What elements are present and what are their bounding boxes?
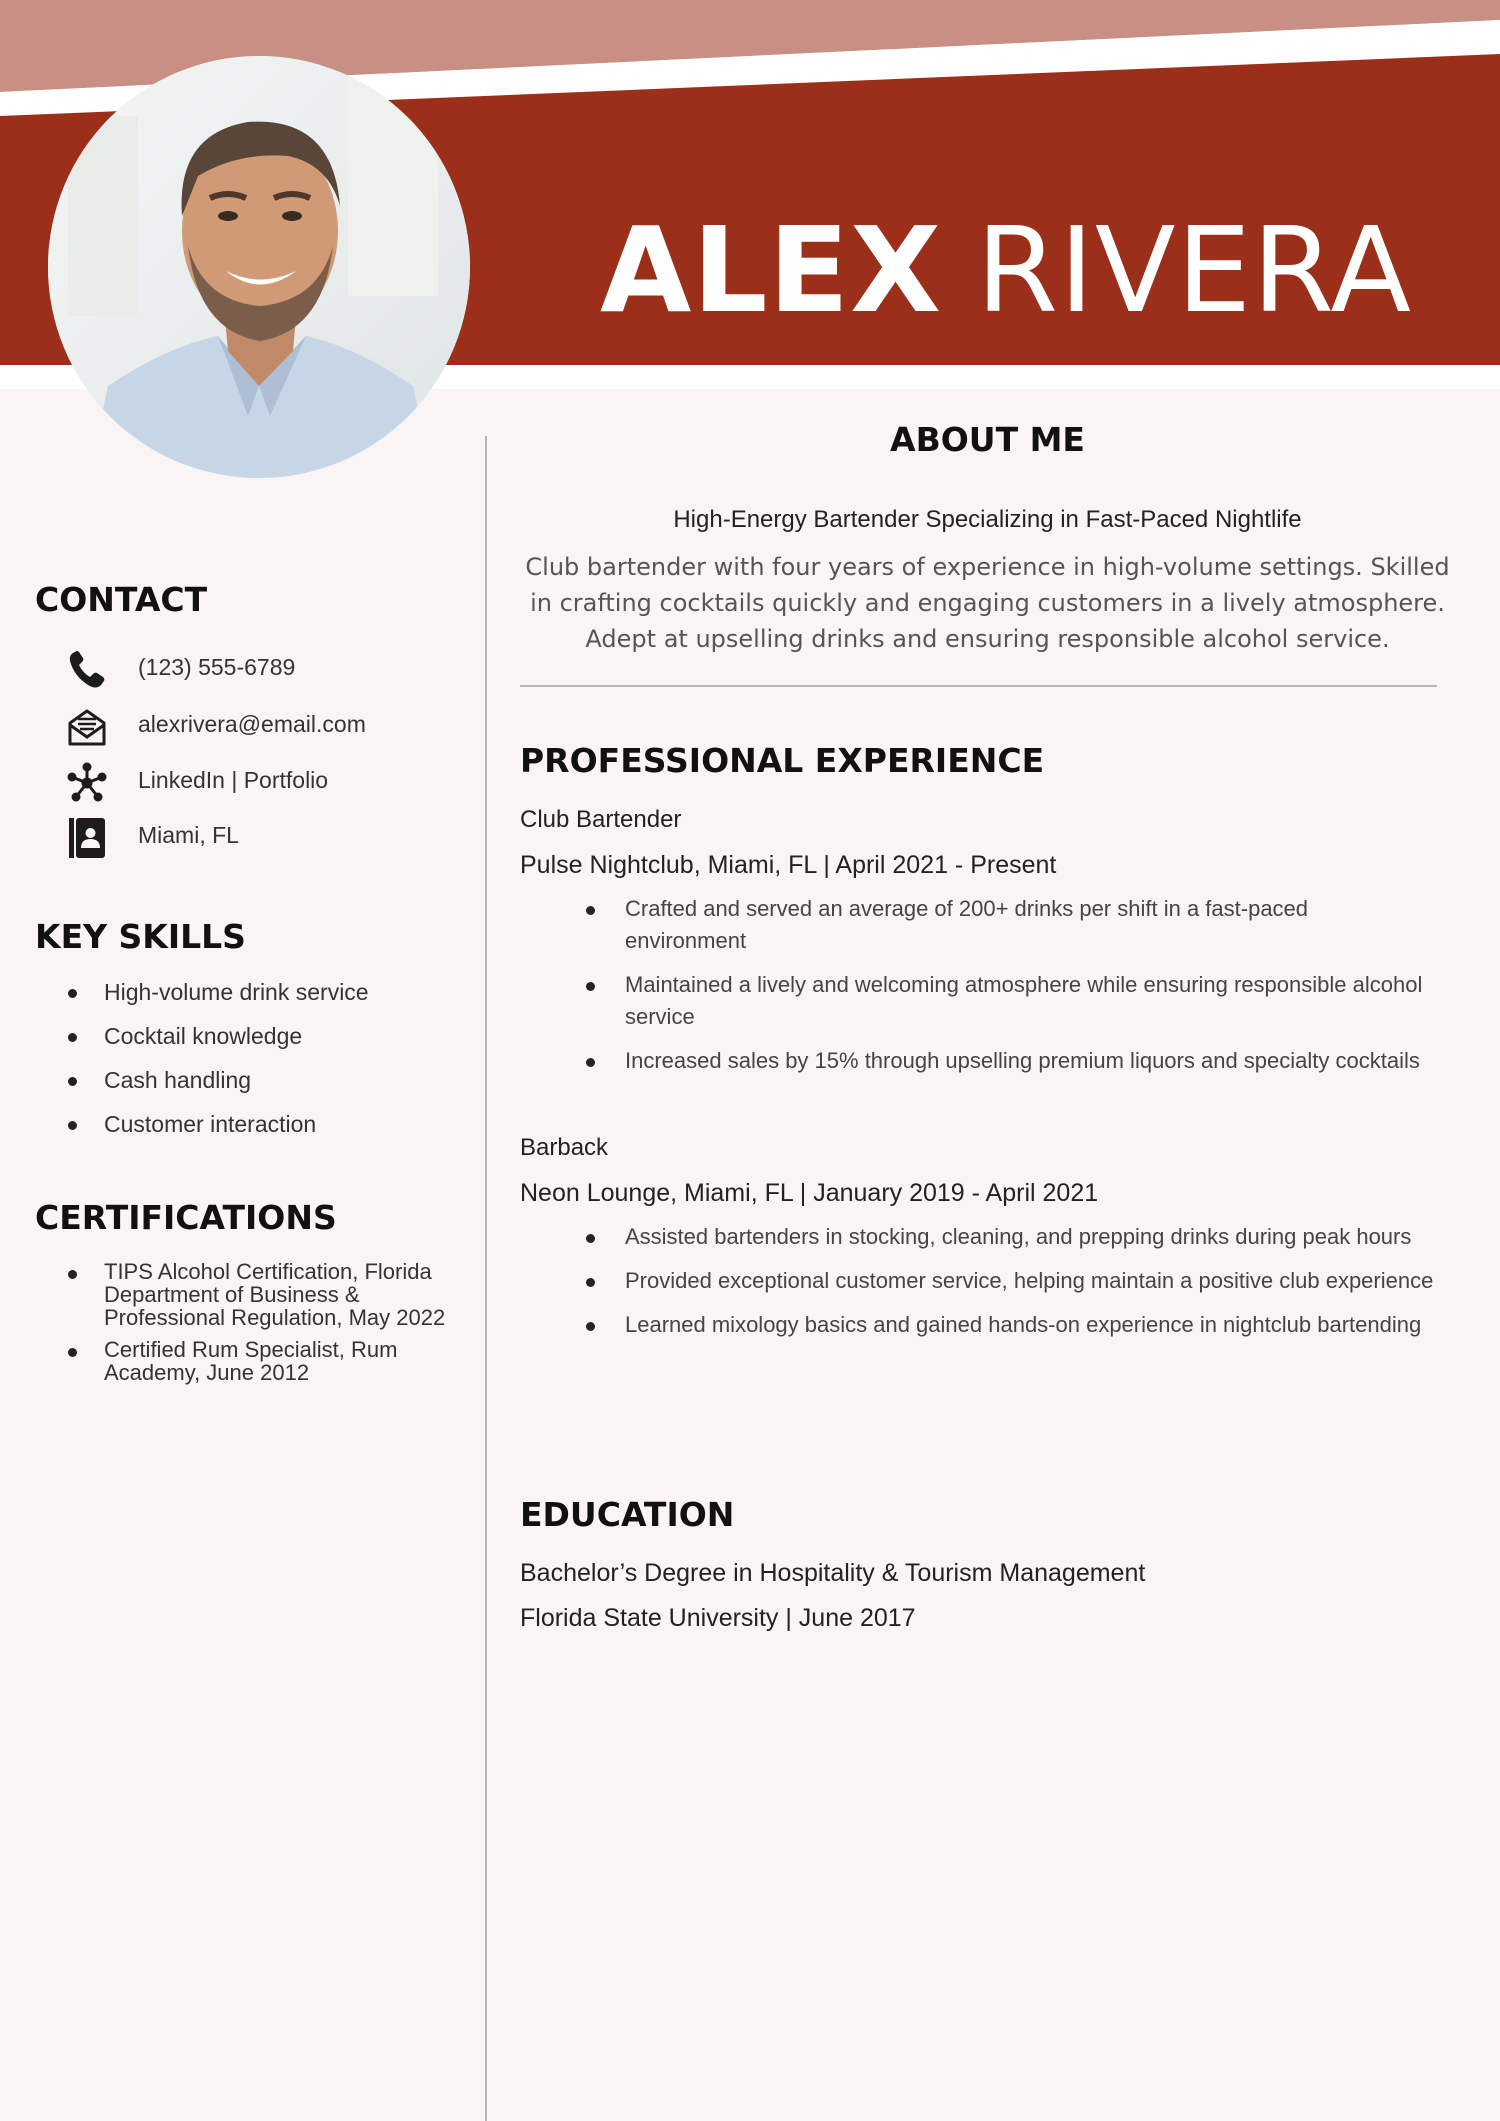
contact-links-text: LinkedIn | Portfolio <box>138 767 329 793</box>
contact-email <box>62 702 462 750</box>
profile-photo <box>48 56 470 478</box>
job-title: Club Bartender <box>520 806 682 833</box>
contact-phone-text: (123) 555-6789 <box>138 654 296 680</box>
education-degree: Bachelor’s Degree in Hospitality & Tourism Management <box>520 1559 1146 1587</box>
list-item: Learned mixology basics and gained hands-on experience in nightclub bartending <box>584 1309 1434 1341</box>
contact-links <box>62 758 462 806</box>
experience-title: PROFESSIONAL EXPERIENCE <box>520 741 1045 780</box>
section-divider <box>520 685 1437 687</box>
job-achievements <box>584 1221 1434 1353</box>
last-name: RIVERA <box>976 201 1413 339</box>
key-skills-title: KEY SKILLS <box>35 917 246 956</box>
contact-location <box>62 813 462 861</box>
contact-email-text: alexrivera@email.com <box>138 711 366 737</box>
job-achievements <box>584 893 1434 1089</box>
list-item: Certified Rum Specialist, Rum Academy, June 2012 <box>66 1338 456 1384</box>
first-name: ALEX <box>600 201 943 339</box>
list-item: Increased sales by 15% through upselling premium liquors and specialty cocktails <box>584 1045 1434 1077</box>
certifications-list <box>66 1260 456 1393</box>
certifications-title: CERTIFICATIONS <box>35 1198 337 1237</box>
list-item: Cash handling <box>66 1064 466 1108</box>
candidate-name <box>600 200 1412 340</box>
list-item: Maintained a lively and welcoming atmosphere while ensuring responsible alcohol service <box>584 969 1434 1033</box>
contact-card-icon <box>66 817 108 859</box>
about-headline: High-Energy Bartender Specializing in Fast-Paced Nightlife <box>673 506 1302 533</box>
list-item: High-volume drink service <box>66 976 466 1020</box>
phone-icon <box>66 649 108 691</box>
contact-location-text: Miami, FL <box>138 822 239 848</box>
list-item: Assisted bartenders in stocking, cleaning, and prepping drinks during peak hours <box>584 1221 1434 1253</box>
job-employer-dates: Pulse Nightclub, Miami, FL | April 2021 - Present <box>520 851 1057 879</box>
list-item: Cocktail knowledge <box>66 1020 466 1064</box>
list-item: Provided exceptional customer service, helping maintain a positive club experience <box>584 1265 1434 1297</box>
list-item: Crafted and served an average of 200+ drinks per shift in a fast-paced environment <box>584 893 1434 957</box>
job-employer-dates: Neon Lounge, Miami, FL | January 2019 - April 2021 <box>520 1179 1099 1207</box>
job-title: Barback <box>520 1134 609 1161</box>
education-school: Florida State University | June 2017 <box>520 1604 916 1632</box>
education-title: EDUCATION <box>520 1495 735 1534</box>
envelope-icon <box>66 706 108 748</box>
list-item: TIPS Alcohol Certification, Florida Department of Business & Professional Regulation, May 2022 <box>66 1260 456 1329</box>
contact-phone <box>62 645 462 693</box>
contact-title: CONTACT <box>35 580 208 619</box>
key-skills-list <box>66 976 466 1152</box>
about-title: ABOUT ME <box>890 420 1085 459</box>
column-divider <box>485 436 487 2121</box>
network-icon <box>66 762 108 804</box>
list-item: Customer interaction <box>66 1108 466 1152</box>
about-summary: Club bartender with four years of experience in high-volume settings. Skilled in crafting cocktails quickly and engaging customers in a lively atmosphere. Adept at upselling drinks and ensuring responsible alcohol service. <box>525 553 1450 653</box>
